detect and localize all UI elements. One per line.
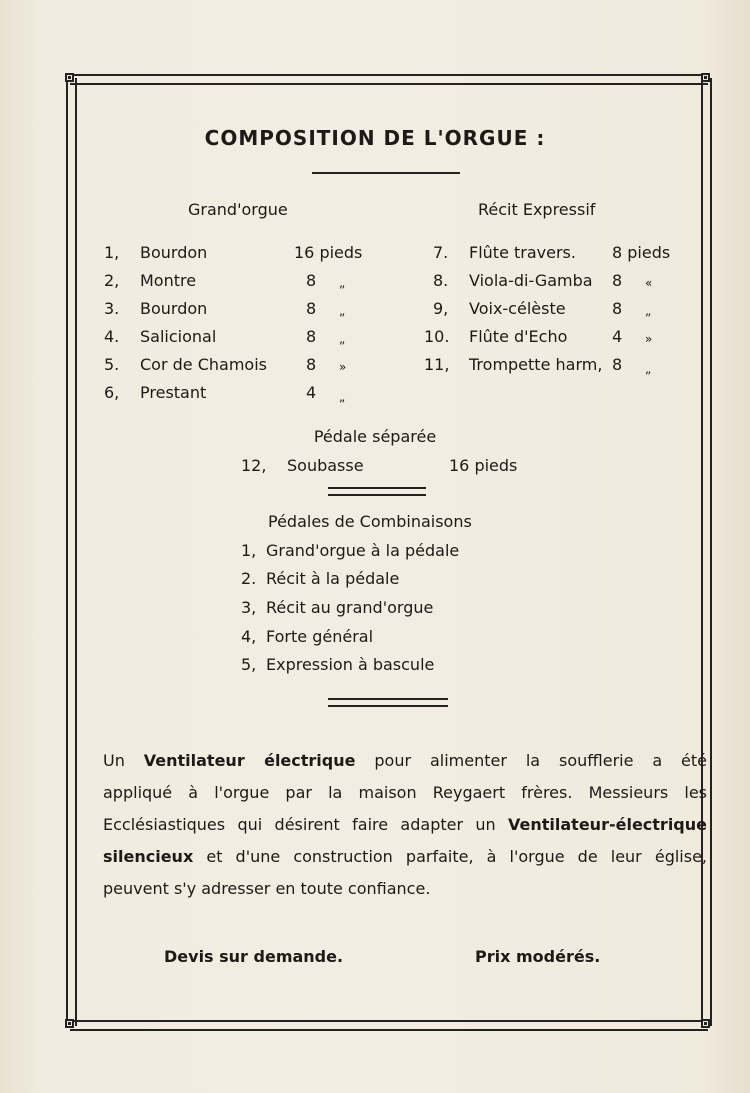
ditto-mark: „ <box>339 276 346 290</box>
paragraph-line: appliqué à l'orgue par la maison Reygaert frères. Messieurs les <box>103 783 707 802</box>
frame-top <box>70 74 708 85</box>
stop-number: 2, <box>104 271 120 290</box>
stop-number: 12, <box>241 456 267 475</box>
combination-number: 1, <box>241 541 257 560</box>
combinaisons-heading: Pédales de Combinaisons <box>268 512 472 531</box>
stop-size: 8 <box>612 299 623 318</box>
footer-right: Prix modérés. <box>475 947 601 966</box>
ditto-mark: „ <box>645 304 652 318</box>
combination-label: Expression à bascule <box>266 655 435 674</box>
combination-number: 2. <box>241 569 257 588</box>
emphasis-text: Ventilateur-électrique <box>508 815 707 834</box>
paragraph-line: silencieux et d'une construction parfaite, à l'orgue de leur église, <box>103 847 707 866</box>
stop-size: 8 <box>612 271 623 290</box>
stop-number: 8. <box>433 271 449 290</box>
stop-number: 11, <box>424 355 450 374</box>
stop-number: 3. <box>104 299 120 318</box>
frame-corner-ornament <box>701 1019 710 1028</box>
ditto-mark: » <box>645 332 653 346</box>
stop-number: 10. <box>424 327 450 346</box>
stop-name: Prestant <box>140 383 207 402</box>
combination-number: 5, <box>241 655 257 674</box>
combination-label: Forte général <box>266 627 374 646</box>
stop-name: Soubasse <box>287 456 364 475</box>
ditto-mark: „ <box>339 332 346 346</box>
frame-corner-ornament <box>701 73 710 82</box>
frame-left <box>66 78 77 1026</box>
stop-size: 4 <box>306 383 317 402</box>
stop-number: 6, <box>104 383 120 402</box>
ditto-mark: » <box>339 360 347 374</box>
title-underline <box>312 172 460 174</box>
ditto-mark: „ <box>339 304 346 318</box>
stop-size: 16 pieds <box>449 456 518 475</box>
stop-name: Bourdon <box>140 243 208 262</box>
stop-size: 8 <box>306 271 317 290</box>
stop-size: 8 <box>306 327 317 346</box>
stop-number: 5. <box>104 355 120 374</box>
ditto-mark: « <box>645 276 653 290</box>
stop-number: 9, <box>433 299 449 318</box>
stop-size: 16 pieds <box>294 243 363 262</box>
stop-size: 4 <box>612 327 623 346</box>
emphasis-text: Ventilateur électrique <box>143 751 356 770</box>
paragraph-line: Ecclésiastiques qui désirent faire adapter un Ventilateur-électrique <box>103 815 707 834</box>
page-title: COMPOSITION DE L'ORGUE : <box>204 126 546 150</box>
stop-name: Viola-di-Gamba <box>469 271 593 290</box>
stop-name: Salicional <box>140 327 217 346</box>
stop-number: 4. <box>104 327 120 346</box>
frame-corner-ornament <box>65 73 74 82</box>
stop-number: 1, <box>104 243 120 262</box>
double-rule <box>328 698 448 707</box>
stop-name: Flûte d'Echo <box>469 327 568 346</box>
frame-bottom <box>70 1020 708 1031</box>
combination-number: 4, <box>241 627 257 646</box>
stop-size: 8 pieds <box>612 243 671 262</box>
combination-label: Grand'orgue à la pédale <box>266 541 460 560</box>
double-rule <box>328 487 426 496</box>
combination-label: Récit au grand'orgue <box>266 598 434 617</box>
ventilateur-paragraph <box>103 745 707 905</box>
stop-name: Voix-célèste <box>469 299 566 318</box>
paragraph-line: peuvent s'y adresser en toute confiance. <box>103 879 431 898</box>
frame-corner-ornament <box>65 1019 74 1028</box>
ditto-mark: „ <box>339 390 346 404</box>
stop-name: Flûte travers. <box>469 243 576 262</box>
stop-name: Bourdon <box>140 299 208 318</box>
stop-size: 8 <box>306 355 317 374</box>
paragraph-line: Un Ventilateur électrique pour alimenter la soufflerie a été <box>103 751 708 770</box>
stop-size: 8 <box>612 355 623 374</box>
emphasis-text: silencieux <box>103 847 194 866</box>
recit-heading: Récit Expressif <box>478 200 596 219</box>
pedale-heading: Pédale séparée <box>313 427 437 446</box>
stop-name: Trompette harm, <box>469 355 603 374</box>
stop-name: Cor de Chamois <box>140 355 267 374</box>
stop-size: 8 <box>306 299 317 318</box>
grand-orgue-heading: Grand'orgue <box>188 200 288 219</box>
ditto-mark: „ <box>645 362 652 376</box>
combination-label: Récit à la pédale <box>266 569 400 588</box>
stop-number: 7. <box>433 243 449 262</box>
combination-number: 3, <box>241 598 257 617</box>
stop-name: Montre <box>140 271 197 290</box>
footer-left: Devis sur demande. <box>164 947 344 966</box>
